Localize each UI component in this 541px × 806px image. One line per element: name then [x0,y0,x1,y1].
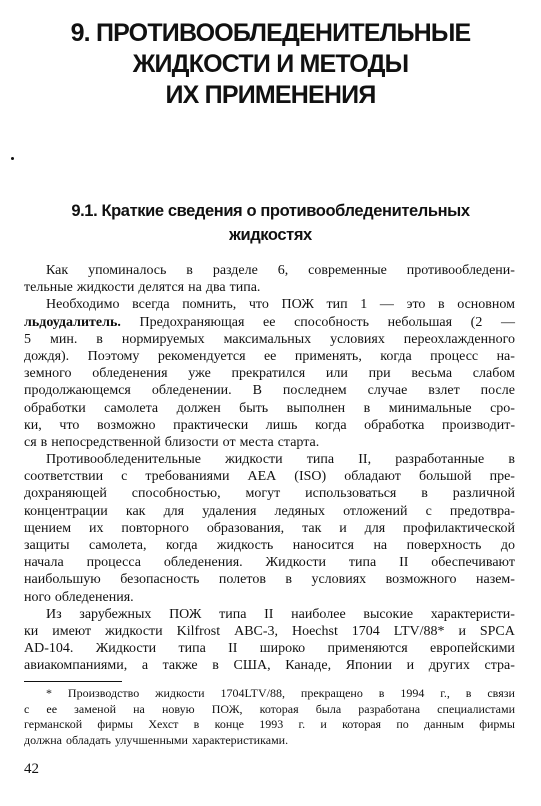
word: самолета [104,400,159,416]
word: AD-104. [24,641,74,657]
section-title-line: жидкостях [229,226,312,244]
word: как [125,503,146,519]
word: мин. [49,331,78,347]
word: LTV/88* [393,623,445,639]
word: зарубежных [79,606,152,622]
word: поверхность [406,538,482,553]
word: специалистами [437,701,515,716]
word: рекомендуется [157,348,246,364]
word: в [363,400,371,416]
word: типа [348,555,377,571]
text-line [24,606,515,623]
text-line [24,571,515,588]
text-line [24,382,515,399]
word: характеристиками. [191,732,289,747]
word: различной [452,486,515,502]
word: а [141,658,149,674]
text-line [24,537,515,554]
text-line [24,520,515,537]
word: когда [315,417,347,433]
word: 6, [277,263,289,278]
word: максимальных [223,331,312,347]
word: должна [24,732,62,747]
word: с [24,701,30,716]
footnote [24,686,515,748]
word: ПОЖ [281,297,314,313]
word: на- [496,348,515,364]
word: выполнен [286,400,346,416]
word: ее [46,701,58,716]
word: типа [306,452,335,468]
word: при [368,366,391,382]
word: 1 [360,297,368,313]
word: упоминалось [88,263,167,278]
chapter-title-line: ИХ ПРИМЕНЕНИЯ [165,81,376,109]
word: в [40,434,48,450]
footnote-line [24,702,515,718]
word: два [205,280,226,296]
word: в [378,686,385,700]
text-line [24,468,515,485]
word: большой [418,469,472,485]
word: типа [178,641,206,657]
word: применяются [327,641,408,657]
word: ки [24,623,39,639]
text-line [24,348,515,365]
word: тельные [24,280,73,296]
word: (ISO) [294,469,327,485]
word: В [252,383,262,399]
word: — [379,297,394,313]
text-line [24,279,515,296]
word: по [396,717,409,731]
word: помнить, [182,297,237,313]
word: с [425,503,432,519]
word: Из [46,606,62,622]
word: условиях [311,572,367,588]
word: SPCA [479,623,515,639]
section-title [30,199,511,247]
word: переохлажденного [403,331,515,347]
word: разработанные [395,452,485,468]
word: ледяных [274,503,325,519]
word: Хехст [148,717,179,731]
word: конце [214,717,244,731]
word: стра- [484,658,515,674]
word: в [212,658,219,674]
word: защиты [24,538,70,553]
body-text [24,262,515,675]
word: имеют [52,623,92,639]
word: небольшая [387,314,453,330]
word: фирмы [97,717,134,731]
word: минимальные [388,400,472,416]
word: 1704LTV/88, [220,686,285,700]
word: разделе [212,263,258,278]
word: пре- [489,469,515,485]
word: земного [24,366,72,382]
text-line [24,503,515,520]
footnote-line [24,686,515,702]
word: обработки [24,400,86,416]
word: образования, [206,520,285,536]
word: способность [294,314,370,330]
word: от [222,434,236,450]
word: германской [24,717,83,731]
word: обледенения. [54,589,134,605]
word: типа. [229,280,261,296]
word: условиях [330,331,385,347]
word: или [325,366,348,382]
word: до [500,538,515,553]
word: ее [263,314,276,330]
word: — [500,314,515,330]
word: г., [440,686,450,700]
word: и [406,658,415,674]
word: начала [24,555,64,571]
stray-dot-mark [11,157,14,160]
word: разработана [358,701,421,716]
word: тип [326,297,348,313]
word: ABC-3, [234,623,279,639]
word: Жидкости [265,555,326,571]
word: II [399,555,409,571]
word: делятся [138,280,185,296]
word: ее [263,348,277,364]
word: для [364,520,386,536]
word: и [458,623,466,639]
word: Hoechst [291,623,338,639]
text-line [24,657,515,674]
word: заменой [74,701,117,716]
word: лишь [265,417,298,433]
word: жидкости [225,452,283,468]
word: наносится [292,538,354,553]
word: что [248,297,269,313]
chapter-title [30,18,511,111]
word: обработка [364,417,425,433]
word: основном [457,297,515,313]
word: в [193,717,200,731]
word: которая [259,701,299,716]
word: обладать [65,732,111,747]
footnote-line [24,733,515,749]
word: и [339,520,347,536]
word: Жидкости [95,641,157,657]
word: концентрации [24,503,108,519]
text-line [24,589,515,606]
word: старта. [277,434,320,450]
word: самолета, [89,538,147,553]
word: нормируемых [121,331,205,347]
word: должен [176,400,221,416]
word: других [428,658,470,674]
chapter-title-line: 9. ПРОТИВООБЛЕДЕНИТЕЛЬНЫЕ [70,19,471,47]
word: на [373,538,388,553]
word: типа [219,606,247,622]
word: использоваться [305,486,397,502]
word: современные [308,263,387,278]
word: прекращено [300,686,363,700]
text-line [24,331,515,348]
word: для [163,503,185,519]
word: Необходимо [46,297,120,313]
word: места [239,434,274,450]
word: (2 [470,314,483,330]
word: это [406,297,426,313]
text-line [24,417,515,434]
word: США, [233,658,271,674]
word: наибольшую [24,572,101,588]
word: жидкости [155,686,205,700]
word: ся [24,434,37,450]
word: быть [239,400,269,416]
word: наиболее [291,606,346,622]
word: когда [380,348,412,364]
word: 5 [24,331,31,347]
word: когда [165,538,198,553]
text-line [24,485,515,502]
word: Японии [345,658,393,674]
word: их [88,520,104,536]
word: обладают [344,469,401,485]
word: близости [164,434,219,450]
word: данным [424,717,464,731]
word: 1993 [259,717,284,731]
word: с [121,469,128,485]
word: соответствии [24,469,104,485]
word: предотвра- [449,503,515,519]
word: возможного [385,572,457,588]
word: повторного [121,520,189,536]
word: ПОЖ, [211,701,243,716]
word: в [438,297,445,313]
word: последнем [282,383,347,399]
text-line-rich [24,314,515,331]
word: в [186,263,193,278]
word: также [162,658,198,674]
word: возможно [97,417,156,433]
word: связи [487,686,515,700]
word: новую [161,701,195,716]
word: жидкости [105,623,163,639]
word: жидкости [76,280,135,296]
word: улучшенными [114,732,188,747]
word: практически [173,417,249,433]
word: на [188,280,202,296]
word: г. [298,717,306,731]
word: в [465,686,472,700]
word: обледенении. [151,383,232,399]
word: II [228,641,238,657]
word: в [96,331,103,347]
word: * [46,686,52,700]
text-line [24,296,515,313]
word: Канаде, [285,658,332,674]
word: взлет [428,383,460,399]
word: непосредственной [51,434,161,450]
word: II [264,606,274,622]
word: что [59,417,80,433]
word: Поэтому [87,348,140,364]
word: полетов [218,572,266,588]
word: отложений [343,503,408,519]
word: применять, [294,348,362,364]
word: ПОЖ [169,606,202,622]
word: так [302,520,322,536]
text-line [24,400,515,417]
word: удаления [202,503,257,519]
word: в [508,452,515,468]
word: процесса [86,555,141,571]
page-number: 42 [24,761,39,777]
text-line [24,262,515,279]
footnote-divider [24,681,122,682]
word: случае [367,383,408,399]
word: жидкость [216,538,274,553]
word: авиакомпаниями, [24,658,128,674]
word: дождя). [24,348,70,364]
word: щением [24,520,72,536]
word: требованиями [145,469,230,485]
word: после [480,383,515,399]
word: производит- [441,417,515,433]
word: обледенения. [163,555,243,571]
footnote-line [24,717,515,733]
word: слабом [472,366,515,382]
word: прекратился [231,366,306,382]
text-line [24,623,515,640]
word: сро- [490,400,515,416]
word: Производство [67,686,140,700]
text-line [24,434,515,451]
word: безопасность [120,572,200,588]
word: II, [358,452,372,468]
word: Предохраняющая [139,314,245,330]
word: 1704 [351,623,380,639]
word: обеспечивают [431,555,515,571]
word: обледенения [92,366,168,382]
word: противообледени- [406,263,515,278]
word: назем- [475,572,515,588]
word: характеристи- [430,606,515,622]
word: всегда [132,297,170,313]
text-line [24,554,515,571]
word: широко [259,641,306,657]
word: льдоудалитель. [24,314,121,330]
word: профилактической [403,520,515,536]
word: процесс [430,348,479,364]
word: в [285,572,292,588]
word: AEA [247,469,277,485]
word: ки, [24,417,42,433]
word: Как [46,263,69,278]
section-title-line: 9.1. Краткие сведения о противообледенительных [71,202,470,220]
word: на [133,701,145,716]
word: и [320,717,327,731]
chapter-title-line: ЖИДКОСТИ И МЕТОДЫ [132,50,409,78]
word: могут [245,486,281,502]
word: фирмы [479,717,515,731]
text-line [24,365,515,382]
word: ного [24,589,51,605]
word: весьма [411,366,453,382]
word: способностью, [131,486,221,502]
word: Kilfrost [176,623,221,639]
word: дохраняющей [24,486,107,502]
word: 1994 [400,686,425,700]
word: высокие [363,606,414,622]
word: которая [342,717,382,731]
word: европейскими [430,641,515,657]
text-line [24,640,515,657]
word: продолжающемся [24,383,131,399]
text-line [24,451,515,468]
word: уже [188,366,211,382]
word: Противообледенительные [46,452,201,468]
word: была [315,701,342,716]
word: в [421,486,428,502]
